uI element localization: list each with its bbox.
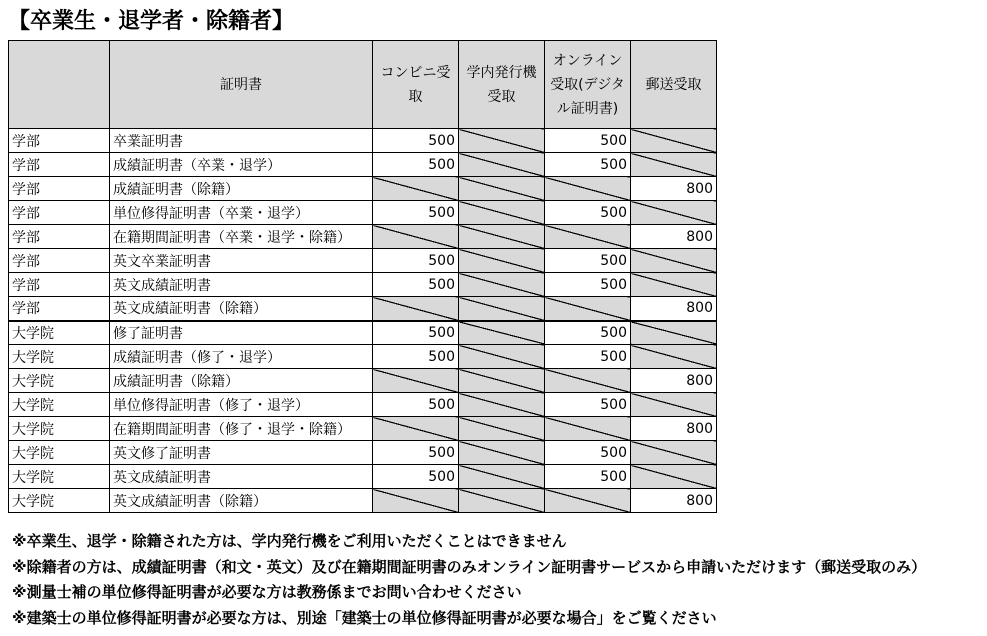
unavailable-cell <box>459 321 545 345</box>
unavailable-cell <box>545 489 631 513</box>
unavailable-cell <box>373 177 459 201</box>
convenience-fee-cell: 500 <box>373 321 459 345</box>
online-fee-cell: 500 <box>545 249 631 273</box>
division-cell: 大学院 <box>9 417 110 441</box>
unavailable-cell <box>459 441 545 465</box>
table-row <box>9 201 717 225</box>
division-cell: 学部 <box>9 297 110 321</box>
unavailable-cell <box>459 201 545 225</box>
certificate-name-cell: 英文成績証明書（除籍） <box>110 297 373 321</box>
table-row <box>9 177 717 201</box>
certificate-name-cell: 単位修得証明書（修了・退学） <box>110 393 373 417</box>
unavailable-cell <box>459 129 545 153</box>
online-fee-cell: 500 <box>545 345 631 369</box>
certificate-name-cell: 在籍期間証明書（卒業・退学・除籍） <box>110 225 373 249</box>
notes-section <box>12 529 926 631</box>
division-cell: 大学院 <box>9 369 110 393</box>
unavailable-cell <box>631 249 717 273</box>
table-row <box>9 489 717 513</box>
unavailable-cell <box>631 465 717 489</box>
unavailable-cell <box>631 273 717 297</box>
convenience-fee-cell: 500 <box>373 465 459 489</box>
header-campus-kiosk: 学内発行機受取 <box>459 41 545 129</box>
division-cell: 学部 <box>9 201 110 225</box>
certificate-name-cell: 成績証明書（卒業・退学） <box>110 153 373 177</box>
online-fee-cell: 500 <box>545 465 631 489</box>
unavailable-cell <box>631 129 717 153</box>
online-fee-cell: 500 <box>545 273 631 297</box>
division-cell: 学部 <box>9 177 110 201</box>
table-row <box>9 297 717 321</box>
division-cell: 学部 <box>9 249 110 273</box>
table-row <box>9 417 717 441</box>
online-fee-cell: 500 <box>545 153 631 177</box>
note-item: ※建築士の単位修得証明書が必要な方は、別途「建築士の単位修得証明書が必要な場合」をご覧ください <box>12 608 717 627</box>
unavailable-cell <box>459 345 545 369</box>
unavailable-cell <box>459 489 545 513</box>
table-row <box>9 249 717 273</box>
unavailable-cell <box>545 417 631 441</box>
header-online: オンライン受取(デジタル証明書) <box>545 41 631 129</box>
unavailable-cell <box>373 297 459 321</box>
unavailable-cell <box>545 369 631 393</box>
unavailable-cell <box>631 153 717 177</box>
certificate-name-cell: 成績証明書（除籍） <box>110 369 373 393</box>
online-fee-cell: 500 <box>545 441 631 465</box>
mail-fee-cell: 800 <box>631 369 717 393</box>
certificate-name-cell: 卒業証明書 <box>110 129 373 153</box>
division-cell: 大学院 <box>9 321 110 345</box>
convenience-fee-cell: 500 <box>373 201 459 225</box>
unavailable-cell <box>459 297 545 321</box>
certificate-name-cell: 在籍期間証明書（修了・退学・除籍） <box>110 417 373 441</box>
page-title: 【卒業生・退学者・除籍者】 <box>8 9 295 34</box>
table-row <box>9 369 717 393</box>
unavailable-cell <box>545 297 631 321</box>
table-row <box>9 465 717 489</box>
header-convenience-store: コンビニ受取 <box>373 41 459 129</box>
table-body <box>9 129 717 513</box>
unavailable-cell <box>459 249 545 273</box>
online-fee-cell: 500 <box>545 201 631 225</box>
unavailable-cell <box>459 153 545 177</box>
certificate-name-cell: 成績証明書（除籍） <box>110 177 373 201</box>
division-cell: 大学院 <box>9 489 110 513</box>
online-fee-cell: 500 <box>545 393 631 417</box>
unavailable-cell <box>459 225 545 249</box>
convenience-fee-cell: 500 <box>373 153 459 177</box>
convenience-fee-cell: 500 <box>373 273 459 297</box>
mail-fee-cell: 800 <box>631 489 717 513</box>
table-row <box>9 273 717 297</box>
unavailable-cell <box>631 393 717 417</box>
mail-fee-cell: 800 <box>631 177 717 201</box>
convenience-fee-cell: 500 <box>373 345 459 369</box>
unavailable-cell <box>459 465 545 489</box>
convenience-fee-cell: 500 <box>373 441 459 465</box>
unavailable-cell <box>545 225 631 249</box>
table-row <box>9 393 717 417</box>
mail-fee-cell: 800 <box>631 225 717 249</box>
unavailable-cell <box>373 489 459 513</box>
division-cell: 大学院 <box>9 441 110 465</box>
unavailable-cell <box>459 273 545 297</box>
certificate-name-cell: 英文修了証明書 <box>110 441 373 465</box>
mail-fee-cell: 800 <box>631 297 717 321</box>
unavailable-cell <box>459 177 545 201</box>
header-certificate: 証明書 <box>110 41 373 129</box>
division-cell: 学部 <box>9 129 110 153</box>
table-row <box>9 345 717 369</box>
certificate-name-cell: 英文成績証明書 <box>110 273 373 297</box>
division-cell: 学部 <box>9 225 110 249</box>
unavailable-cell <box>631 321 717 345</box>
table-row <box>9 441 717 465</box>
note-item: ※測量士補の単位修得証明書が必要な方は教務係までお問い合わせください <box>12 583 522 601</box>
certificate-fee-table <box>8 40 717 513</box>
table-row <box>9 153 717 177</box>
division-cell: 学部 <box>9 153 110 177</box>
convenience-fee-cell: 500 <box>373 129 459 153</box>
unavailable-cell <box>631 345 717 369</box>
table-row <box>9 225 717 249</box>
online-fee-cell: 500 <box>545 129 631 153</box>
certificate-name-cell: 英文卒業証明書 <box>110 249 373 273</box>
certificate-name-cell: 英文成績証明書（除籍） <box>110 489 373 513</box>
header-division <box>9 41 110 129</box>
certificate-name-cell: 単位修得証明書（卒業・退学） <box>110 201 373 225</box>
mail-fee-cell: 800 <box>631 417 717 441</box>
certificate-name-cell: 成績証明書（修了・退学） <box>110 345 373 369</box>
header-mail: 郵送受取 <box>631 41 717 129</box>
table-row <box>9 129 717 153</box>
unavailable-cell <box>373 417 459 441</box>
unavailable-cell <box>459 369 545 393</box>
online-fee-cell: 500 <box>545 321 631 345</box>
convenience-fee-cell: 500 <box>373 249 459 273</box>
division-cell: 大学院 <box>9 465 110 489</box>
table-row <box>9 321 717 345</box>
certificate-name-cell: 修了証明書 <box>110 321 373 345</box>
division-cell: 大学院 <box>9 345 110 369</box>
note-item: ※卒業生、退学・除籍された方は、学内発行機をご利用いただくことはできません <box>12 532 567 550</box>
division-cell: 大学院 <box>9 393 110 417</box>
division-cell: 学部 <box>9 273 110 297</box>
unavailable-cell <box>459 417 545 441</box>
table-header-row <box>9 41 717 129</box>
note-item: ※除籍者の方は、成績証明書（和文・英文）及び在籍期間証明書のみオンライン証明書サービスから申請いただけます（郵送受取のみ） <box>12 557 927 576</box>
unavailable-cell <box>373 225 459 249</box>
unavailable-cell <box>545 177 631 201</box>
convenience-fee-cell: 500 <box>373 393 459 417</box>
unavailable-cell <box>631 441 717 465</box>
unavailable-cell <box>373 369 459 393</box>
unavailable-cell <box>459 393 545 417</box>
certificate-name-cell: 英文成績証明書 <box>110 465 373 489</box>
unavailable-cell <box>631 201 717 225</box>
